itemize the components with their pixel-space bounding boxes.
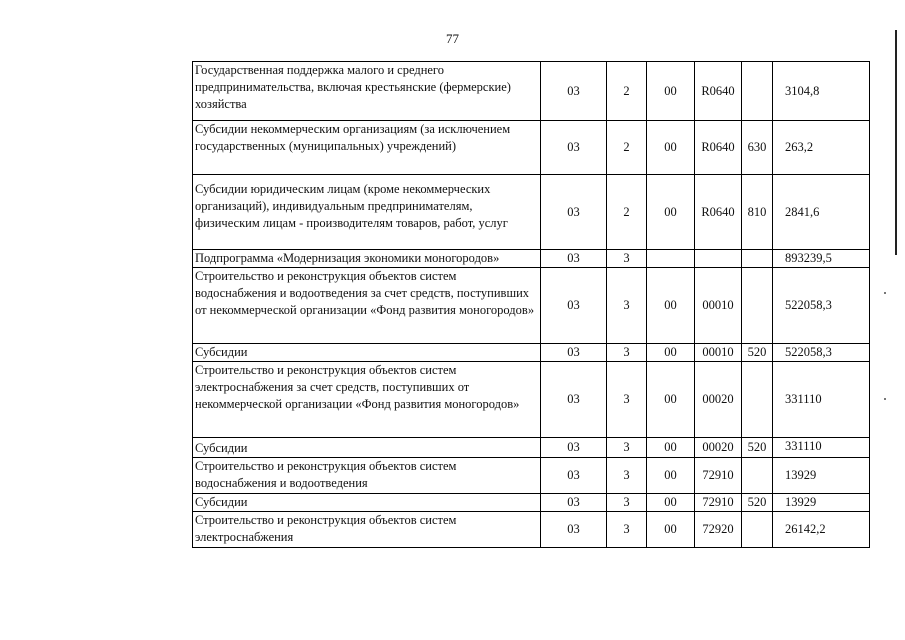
row-name: Подпрограмма «Модернизация экономики моногородов» — [193, 250, 541, 268]
cell-subprogram: 00 — [647, 494, 695, 512]
cell-program: 3 — [607, 268, 647, 344]
cell-expense-type: 520 — [742, 438, 773, 458]
cell-amount: 26142,2 — [773, 512, 870, 548]
cell-subprogram: 00 — [647, 121, 695, 175]
cell-program: 3 — [607, 458, 647, 494]
table-row — [193, 121, 870, 175]
cell-target: R0640 — [695, 62, 742, 121]
cell-section: 03 — [541, 175, 607, 250]
scan-speck — [884, 398, 886, 400]
table-row — [193, 494, 870, 512]
cell-section: 03 — [541, 438, 607, 458]
row-name: Строительство и реконструкция объектов систем водоснабжения и водоотведения за счет средств, поступивших от некоммерческой организации «Фонд развития моногородов» — [193, 268, 541, 344]
cell-amount: 2841,6 — [773, 175, 870, 250]
cell-amount: 13929 — [773, 458, 870, 494]
cell-target: 72910 — [695, 458, 742, 494]
row-name: Государственная поддержка малого и среднего предпринимательства, включая крестьянские (фермерские) хозяйства — [193, 62, 541, 121]
cell-program: 2 — [607, 62, 647, 121]
cell-section: 03 — [541, 121, 607, 175]
cell-amount: 263,2 — [773, 121, 870, 175]
cell-program: 3 — [607, 512, 647, 548]
budget-table — [192, 61, 870, 548]
row-name: Строительство и реконструкция объектов систем водоснабжения и водоотведения — [193, 458, 541, 494]
cell-expense-type: 520 — [742, 494, 773, 512]
row-name: Строительство и реконструкция объектов систем электроснабжения — [193, 512, 541, 548]
page-number: 77 — [446, 31, 459, 46]
cell-section: 03 — [541, 62, 607, 121]
cell-subprogram: 00 — [647, 268, 695, 344]
table-row — [193, 344, 870, 362]
cell-subprogram: 00 — [647, 438, 695, 458]
cell-expense-type: 630 — [742, 121, 773, 175]
cell-program: 3 — [607, 438, 647, 458]
cell-expense-type — [742, 458, 773, 494]
table-row — [193, 362, 870, 438]
cell-target: 72920 — [695, 512, 742, 548]
cell-section: 03 — [541, 362, 607, 438]
cell-program: 3 — [607, 250, 647, 268]
cell-section: 03 — [541, 344, 607, 362]
cell-amount: 522058,3 — [773, 268, 870, 344]
cell-amount: 522058,3 — [773, 344, 870, 362]
table-row — [193, 438, 870, 458]
cell-target: R0640 — [695, 175, 742, 250]
scan-edge-mark — [895, 30, 897, 255]
table-row — [193, 250, 870, 268]
cell-program: 3 — [607, 362, 647, 438]
cell-expense-type — [742, 268, 773, 344]
cell-amount: 331110 — [773, 438, 870, 458]
cell-section: 03 — [541, 268, 607, 344]
cell-subprogram: 00 — [647, 62, 695, 121]
cell-amount: 3104,8 — [773, 62, 870, 121]
cell-program: 2 — [607, 121, 647, 175]
table-row — [193, 512, 870, 548]
cell-program: 2 — [607, 175, 647, 250]
cell-section: 03 — [541, 458, 607, 494]
row-name: Субсидии — [193, 344, 541, 362]
row-name: Строительство и реконструкция объектов систем электроснабжения за счет средств, поступивших от некоммерческой организации «Фонд развития моногородов» — [193, 362, 541, 438]
cell-target: 00020 — [695, 438, 742, 458]
cell-amount: 893239,5 — [773, 250, 870, 268]
cell-target: 00010 — [695, 268, 742, 344]
cell-subprogram: 00 — [647, 362, 695, 438]
cell-expense-type — [742, 62, 773, 121]
cell-target — [695, 250, 742, 268]
table-row — [193, 62, 870, 121]
row-name: Субсидии некоммерческим организациям (за исключением государственных (муниципальных) учреждений) — [193, 121, 541, 175]
cell-program: 3 — [607, 344, 647, 362]
cell-target: 00020 — [695, 362, 742, 438]
cell-expense-type — [742, 250, 773, 268]
cell-expense-type — [742, 512, 773, 548]
table-row — [193, 458, 870, 494]
row-name: Субсидии — [193, 438, 541, 458]
scan-speck — [884, 292, 886, 294]
cell-expense-type — [742, 362, 773, 438]
cell-subprogram: 00 — [647, 344, 695, 362]
cell-section: 03 — [541, 512, 607, 548]
cell-expense-type: 810 — [742, 175, 773, 250]
cell-target: 72910 — [695, 494, 742, 512]
cell-expense-type: 520 — [742, 344, 773, 362]
cell-amount: 13929 — [773, 494, 870, 512]
table-row — [193, 175, 870, 250]
table-row — [193, 268, 870, 344]
row-name: Субсидии юридическим лицам (кроме некоммерческих организаций), индивидуальным предпринимателям, физическим лицам - производителям товаров, работ, услуг — [193, 175, 541, 250]
cell-subprogram: 00 — [647, 175, 695, 250]
cell-section: 03 — [541, 494, 607, 512]
cell-target: R0640 — [695, 121, 742, 175]
cell-amount: 331110 — [773, 362, 870, 438]
cell-program: 3 — [607, 494, 647, 512]
cell-section: 03 — [541, 250, 607, 268]
cell-target: 00010 — [695, 344, 742, 362]
cell-subprogram: 00 — [647, 512, 695, 548]
cell-subprogram — [647, 250, 695, 268]
cell-subprogram: 00 — [647, 458, 695, 494]
row-name: Субсидии — [193, 494, 541, 512]
